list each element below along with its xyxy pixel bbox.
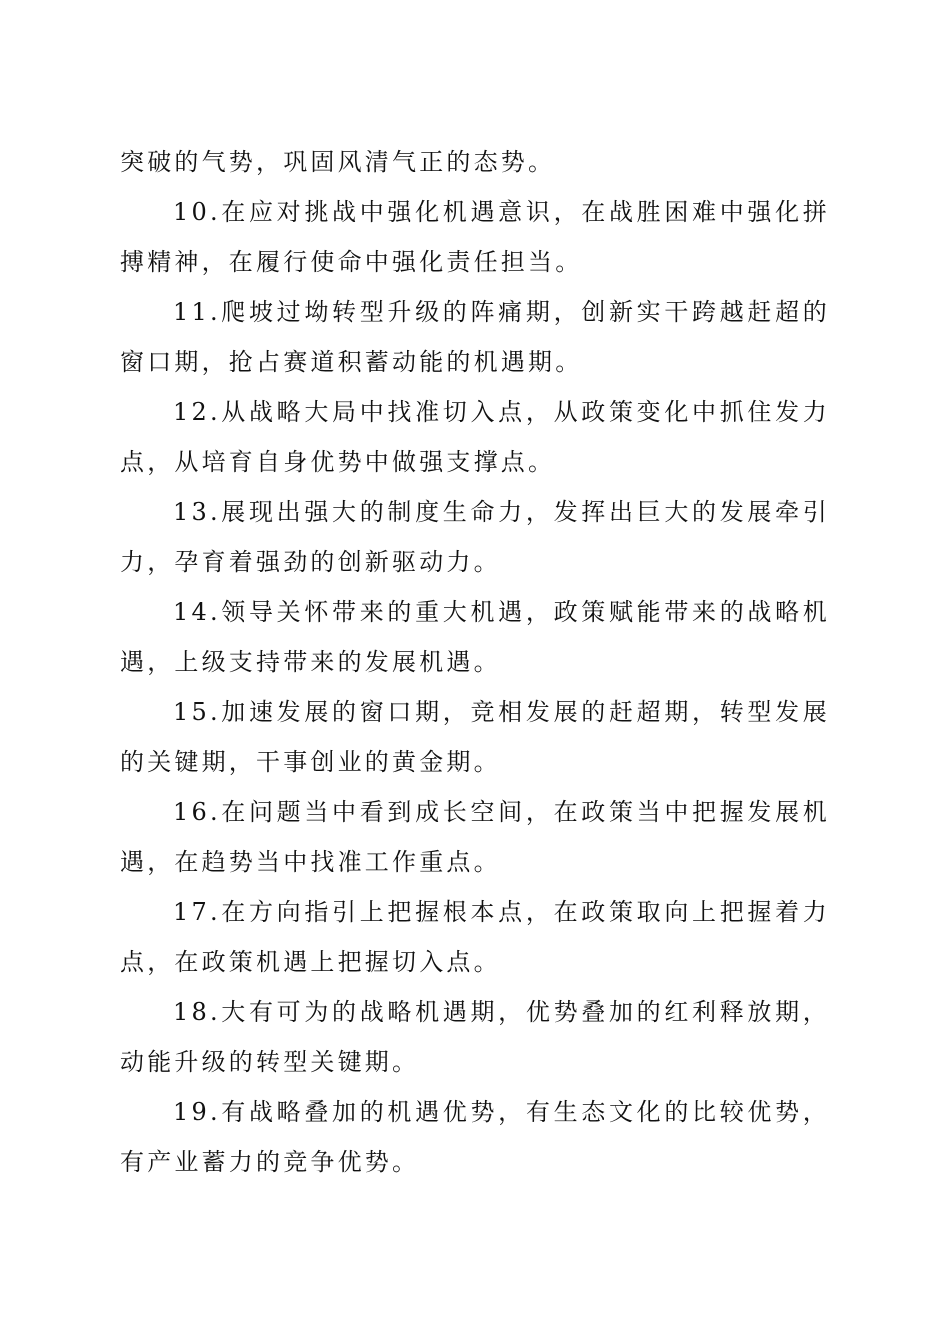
list-item-12: 12.从战略大局中找准切入点，从政策变化中抓住发力点，从培育自身优势中做强支撑点。 xyxy=(120,398,830,476)
list-item-16: 16.在问题当中看到成长空间，在政策当中把握发展机遇，在趋势当中找准工作重点。 xyxy=(120,798,830,876)
list-item-11: 11.爬坡过坳转型升级的阵痛期，创新实干跨越赶超的窗口期，抢占赛道积蓄动能的机遇期。 xyxy=(120,298,830,376)
list-item-10: 10.在应对挑战中强化机遇意识，在战胜困难中强化拼搏精神，在履行使命中强化责任担当。 xyxy=(120,198,830,276)
list-item-17: 17.在方向指引上把握根本点，在政策取向上把握着力点，在政策机遇上把握切入点。 xyxy=(120,898,830,976)
list-item-15: 15.加速发展的窗口期，竞相发展的赶超期，转型发展的关键期，干事创业的黄金期。 xyxy=(120,698,830,776)
document-body xyxy=(120,137,830,1187)
list-item-19: 19.有战略叠加的机遇优势，有生态文化的比较优势，有产业蓄力的竞争优势。 xyxy=(120,1098,830,1176)
list-item-18: 18.大有可为的战略机遇期，优势叠加的红利释放期，动能升级的转型关键期。 xyxy=(120,998,830,1076)
paragraph-continuation: 突破的气势，巩固风清气正的态势。 xyxy=(120,148,556,176)
list-item-13: 13.展现出强大的制度生命力，发挥出巨大的发展牵引力，孕育着强劲的创新驱动力。 xyxy=(120,498,830,576)
list-item-14: 14.领导关怀带来的重大机遇，政策赋能带来的战略机遇，上级支持带来的发展机遇。 xyxy=(120,598,830,676)
